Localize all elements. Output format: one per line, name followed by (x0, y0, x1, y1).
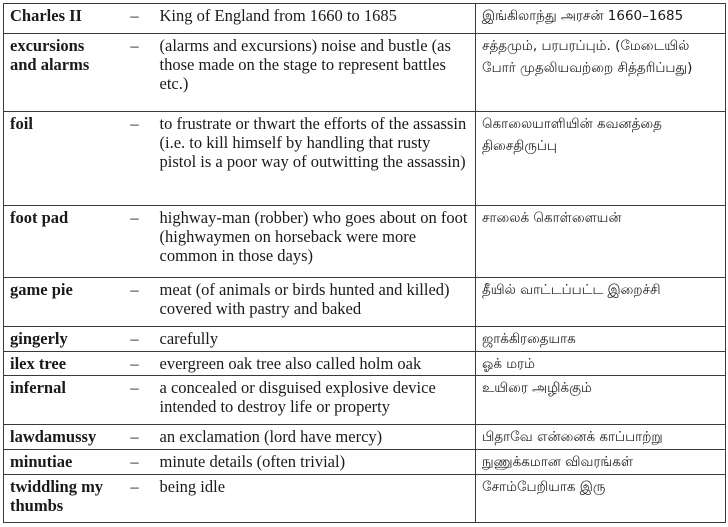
glossary-row (4, 206, 726, 278)
tamil-meaning-cell: நுணுக்கமான விவரங்கள் (476, 450, 726, 475)
dash-separator: – (114, 474, 156, 522)
dash-separator: – (114, 327, 156, 352)
glossary-row (4, 4, 726, 34)
english-meaning-cell: minute details (often trivial) (156, 450, 476, 475)
term-cell: game pie (4, 277, 114, 326)
term-cell: foot pad (4, 206, 114, 278)
tamil-meaning-cell: சத்தமும், பரபரப்பும். (மேடையில் போர் முதலியவற்றை சித்தரிப்பது) (476, 33, 726, 111)
english-meaning-cell: highway-man (robber) who goes about on foot (highwaymen on horseback were more common in those days) (156, 206, 476, 278)
tamil-meaning-cell: ஜாக்கிரதையாக (476, 327, 726, 352)
english-meaning-cell: meat (of animals or birds hunted and killed) covered with pastry and baked (156, 277, 476, 326)
english-meaning-cell: evergreen oak tree also called holm oak (156, 351, 476, 376)
tamil-meaning-cell: உயிரை அழிக்கும் (476, 376, 726, 425)
english-meaning-cell: a concealed or disguised explosive device intended to destroy life or property (156, 376, 476, 425)
term-cell: gingerly (4, 327, 114, 352)
glossary-row (4, 450, 726, 475)
glossary-table (3, 3, 726, 523)
term-cell: infernal (4, 376, 114, 425)
english-meaning-cell: King of England from 1660 to 1685 (156, 4, 476, 34)
english-meaning-cell: (alarms and excursions) noise and bustle (as those made on the stage to represent battles etc.) (156, 33, 476, 111)
term-cell: foil (4, 111, 114, 205)
glossary-row (4, 351, 726, 376)
glossary-row (4, 277, 726, 326)
glossary-row (4, 111, 726, 205)
glossary-row (4, 425, 726, 450)
term-cell: ilex tree (4, 351, 114, 376)
glossary-row (4, 327, 726, 352)
term-cell: minutiae (4, 450, 114, 475)
tamil-meaning-cell: தீயில் வாட்டப்பட்ட இறைச்சி (476, 277, 726, 326)
term-cell: lawdamussy (4, 425, 114, 450)
tamil-meaning-cell: இங்கிலாந்து அரசன் 1660–1685 (476, 4, 726, 34)
dash-separator: – (114, 206, 156, 278)
dash-separator: – (114, 33, 156, 111)
english-meaning-cell: being idle (156, 474, 476, 522)
dash-separator: – (114, 450, 156, 475)
glossary-row (4, 474, 726, 522)
term-cell: excursions and alarms (4, 33, 114, 111)
glossary-row (4, 33, 726, 111)
tamil-meaning-cell: சோம்பேறியாக இரு (476, 474, 726, 522)
dash-separator: – (114, 425, 156, 450)
glossary-row (4, 376, 726, 425)
tamil-meaning-cell: ஓக் மரம் (476, 351, 726, 376)
dash-separator: – (114, 277, 156, 326)
dash-separator: – (114, 111, 156, 205)
dash-separator: – (114, 4, 156, 34)
english-meaning-cell: to frustrate or thwart the efforts of the assassin (i.e. to kill himself by handling that rusty pistol is a poor way of outwitting the assassin) (156, 111, 476, 205)
dash-separator: – (114, 351, 156, 376)
tamil-meaning-cell: பிதாவே என்னைக் காப்பாற்று (476, 425, 726, 450)
tamil-meaning-cell: சாலைக் கொள்ளையன் (476, 206, 726, 278)
tamil-meaning-cell: கொலையாளியின் கவனத்தை திசைதிருப்பு (476, 111, 726, 205)
dash-separator: – (114, 376, 156, 425)
term-cell: twiddling my thumbs (4, 474, 114, 522)
english-meaning-cell: carefully (156, 327, 476, 352)
english-meaning-cell: an exclamation (lord have mercy) (156, 425, 476, 450)
term-cell: Charles II (4, 4, 114, 34)
